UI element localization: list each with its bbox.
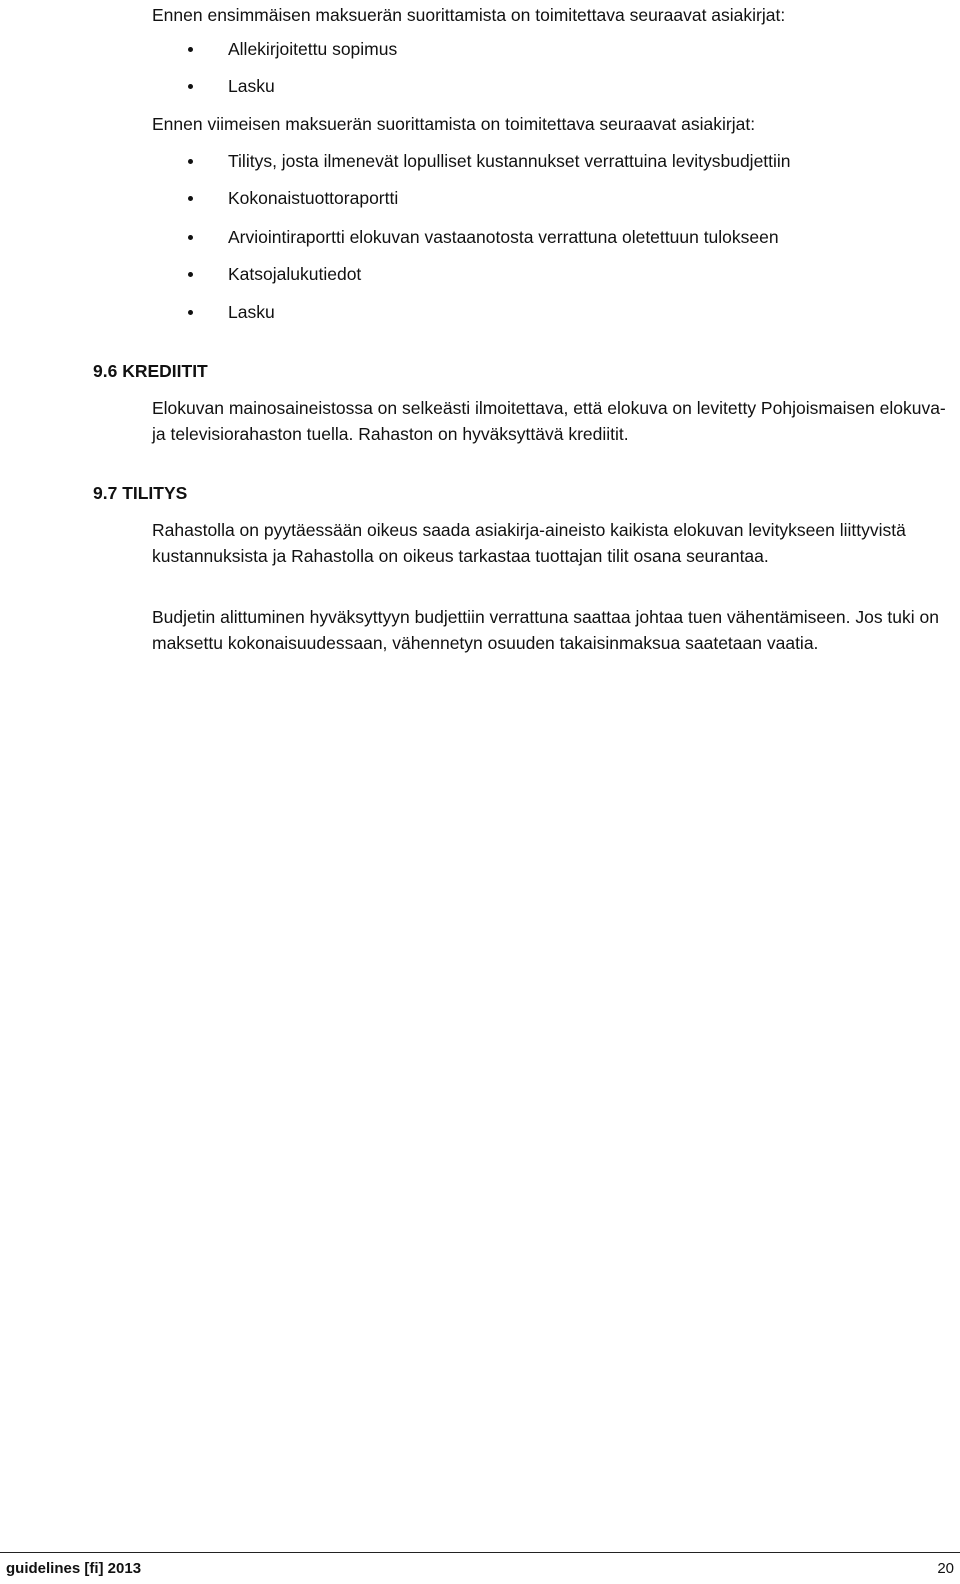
accounting-paragraph: Rahastolla on pyytäessään oikeus saada asiakirja-aineisto kaikista elokuvan levitykseen liittyvistä kustannuksista ja Rahastolla on oikeus tarkastaa tuottajan tilit osana seurantaa. xyxy=(152,520,906,566)
section-heading-accounting: 9.7 TILITYS xyxy=(93,483,188,503)
bullet-icon xyxy=(188,196,193,201)
list-item-text: Lasku xyxy=(228,302,275,322)
intro-first-payment: Ennen ensimmäisen maksuerän suorittamista on toimitettava seuraavat asiakirjat: xyxy=(152,5,786,25)
bullet-icon xyxy=(188,47,193,52)
list-item-text: Lasku xyxy=(228,76,275,96)
section-heading-credits: 9.6 KREDIITIT xyxy=(93,361,208,381)
bullet-icon xyxy=(188,159,193,164)
page-number: 20 xyxy=(937,1560,954,1577)
page-footer xyxy=(0,1552,960,1577)
list-item-text: Tilitys, josta ilmenevät lopulliset kustannukset verrattuina levitysbudjettiin xyxy=(228,151,791,171)
bullet-icon xyxy=(188,310,193,315)
bullet-icon xyxy=(188,235,193,240)
list-item-text: Kokonaistuottoraportti xyxy=(228,188,399,208)
intro-last-payment: Ennen viimeisen maksuerän suorittamista on toimitettava seuraavat asiakirjat: xyxy=(152,114,756,134)
bullet-icon xyxy=(188,272,193,277)
list-item-text: Arviointiraportti elokuvan vastaanotosta verrattuna oletettuun tulokseen xyxy=(228,227,779,247)
budget-paragraph: Budjetin alittuminen hyväksyttyyn budjettiin verrattuna saattaa johtaa tuen vähentämiseen. Jos tuki on maksettu kokonaisuudessaan, vähennetyn osuuden takaisinmaksua saatetaan vaatia. xyxy=(152,607,939,653)
footer-document-label: guidelines [fi] 2013 xyxy=(6,1560,142,1577)
bullet-icon xyxy=(188,84,193,89)
credits-paragraph: Elokuvan mainosaineistossa on selkeästi ilmoitettava, että elokuva on levitetty Pohjoismaisen elokuva- ja televisiorahaston tuella. Rahaston on hyväksyttävä krediitit. xyxy=(152,398,946,444)
list-item-text: Katsojalukutiedot xyxy=(228,264,362,284)
list-item-text: Allekirjoitettu sopimus xyxy=(228,39,398,59)
